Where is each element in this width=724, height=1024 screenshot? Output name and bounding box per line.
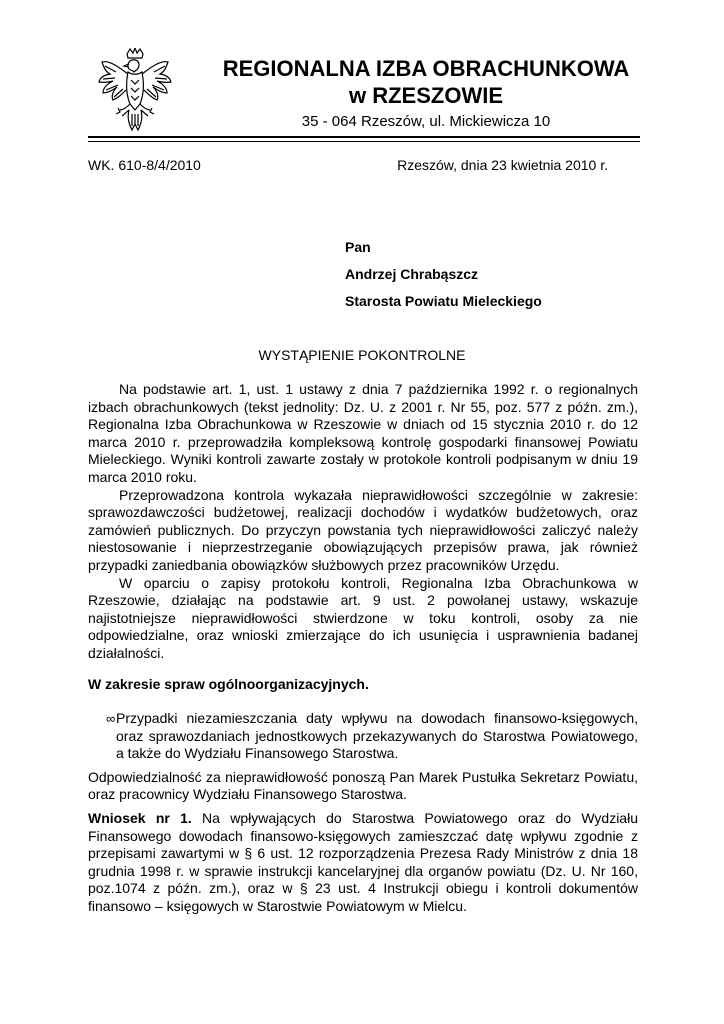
institution-name: REGIONALNA IZBA OBRACHUNKOWA	[222, 56, 630, 81]
polish-eagle-emblem-icon	[96, 48, 174, 132]
paragraph: Przeprowadzona kontrola wykazała nieprawidłowości szczególnie w zakresie: sprawozdawczości budżetowej, realizacji dochodów i wydatków budżetowych, oraz zamówień publicznych. Do przyczyn powstania tych nieprawidłowości zaliczyć należy niestosowanie i nieprzestrzeganie obowiązujących przepisów prawa, jak również przypadki zaniedbania obowiązków służbowych przez pracowników Urzędu.	[88, 486, 638, 573]
responsibility-paragraph: Odpowiedzialność za nieprawidłowość ponoszą Pan Marek Pustułka Sekretarz Powiatu, oraz pracownicy Wydziału Finansowego Starostwa.	[88, 768, 638, 803]
document-title: WYSTĄPIENIE POKONTROLNE	[258, 347, 466, 363]
addressee-salutation: Pan	[345, 239, 371, 255]
infinity-bullet-icon: ∞	[106, 711, 116, 727]
addressee-name: Andrzej Chrabąszcz	[345, 266, 479, 282]
bullet-item	[88, 710, 638, 763]
recommendation-paragraph	[88, 810, 638, 916]
header-rule-thick	[88, 136, 640, 138]
bullet-text: Przypadki niezamieszczania daty wpływu na dowodach finansowo-księgowych, oraz sprawozdaniach jednostkowych przekazywanych do Starostwa Powiatowego, a także do Wydziału Finansowego Starostwa.	[116, 710, 638, 762]
recommendation-label: Wniosek nr 1.	[88, 810, 192, 827]
addressee-position: Starosta Powiatu Mieleckiego	[345, 293, 542, 309]
section-heading: W zakresie spraw ogólnoorganizacyjnych.	[88, 675, 369, 692]
paragraph: Na podstawie art. 1, ust. 1 ustawy z dnia 7 października 1992 r. o regionalnych izbach obrachunkowych (tekst jednolity: Dz. U. z 2001 r. Nr 55, poz. 577 z późn. zm.), Regionalna Izba Obrachunkowa w Rzeszowie w dniach od 15 stycznia 2010 r. do 12 marca 2010 r. przeprowadziła kompleksową kontrolę gospodarki finansowej Powiatu Mieleckiego. Wyniki kontroli zawarte zostały w protokole kontroli podpisanym w dniu 19 marca 2010 roku.	[88, 381, 638, 485]
document-body	[88, 381, 638, 916]
institution-address: 35 - 064 Rzeszów, ul. Mickiewicza 10	[301, 113, 551, 130]
document-date: Rzeszów, dnia 23 kwietnia 2010 r.	[397, 157, 608, 173]
paragraph: W oparciu o zapisy protokołu kontroli, Regionalna Izba Obrachunkowa w Rzeszowie, działając na podstawie art. 9 ust. 2 powołanej ustawy, wskazuje najistotniejsze nieprawidłowości stwierdzone w toku kontroli, osoby za nie odpowiedzialne, oraz wnioski zmierzające do ich usunięcia i usprawnienia badanej działalności.	[88, 574, 638, 661]
recommendation-text: Na wpływających do Starostwa Powiatowego oraz do Wydziału Finansowego dowodach finansowo-księgowych zamieszczać datę wpływu zgodnie z przepisami zawartymi w § 6 ust. 12 rozporządzenia Prezesa Rady Ministrów z dnia 18 grudnia 1998 r. w sprawie instrukcji kancelaryjnej dla organów powiatu (Dz. U. Nr 160, poz.1074 z późn. zm.), oraz w § 23 ust. 4 Instrukcji obiegu i kontroli dokumentów finansowo – księgowych w Starostwie Powiatowym w Mielcu.	[88, 810, 638, 915]
addressee-block	[345, 239, 542, 320]
institution-city: w RZESZOWIE	[349, 83, 503, 108]
header-rule-thin	[88, 141, 640, 142]
reference-number: WK. 610-8/4/2010	[88, 157, 201, 173]
